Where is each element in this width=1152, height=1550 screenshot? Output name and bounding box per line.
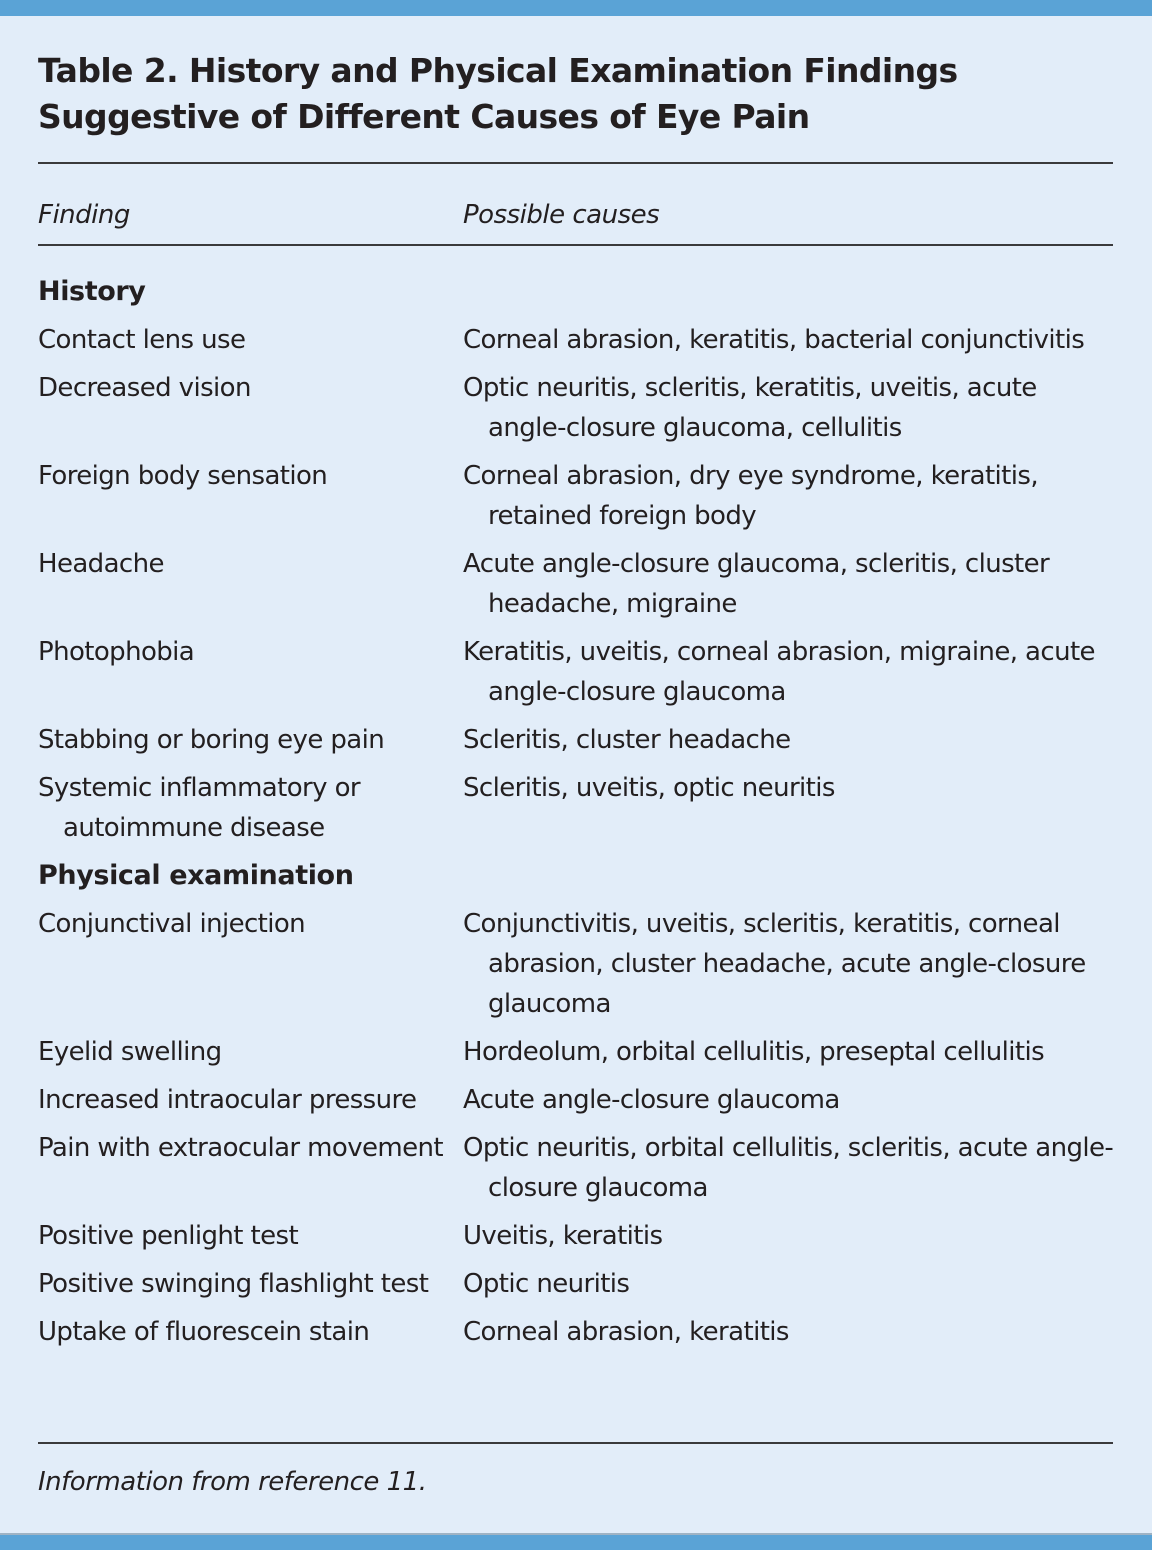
causes-cell: Keratitis, uveitis, corneal abrasion, migraine, acute angle-closure glaucoma bbox=[463, 637, 1095, 707]
causes-cell: Optic neuritis bbox=[463, 1269, 630, 1299]
section-heading-physical-examination: Physical examination bbox=[38, 860, 354, 891]
causes-cell: Scleritis, uveitis, optic neuritis bbox=[463, 773, 835, 803]
table-row bbox=[38, 544, 1118, 624]
finding-cell: Conjunctival injection bbox=[38, 909, 306, 939]
finding-cell: Systemic inflammatory or autoimmune disease bbox=[38, 773, 360, 843]
finding-cell: Uptake of fluorescein stain bbox=[38, 1317, 370, 1347]
causes-cell: Conjunctivitis, uveitis, scleritis, keratitis, corneal abrasion, cluster headache, acute angle-closure glaucoma bbox=[463, 909, 1086, 1019]
table-row bbox=[38, 456, 1118, 536]
column-header-finding: Finding bbox=[38, 200, 130, 230]
bottom-accent-bar bbox=[0, 1533, 1152, 1550]
finding-cell: Increased intraocular pressure bbox=[38, 1085, 417, 1115]
causes-cell: Corneal abrasion, keratitis bbox=[463, 1317, 789, 1347]
finding-cell: Headache bbox=[38, 549, 164, 579]
top-accent-bar bbox=[0, 0, 1152, 16]
finding-cell: Photophobia bbox=[38, 637, 195, 667]
causes-cell: Corneal abrasion, dry eye syndrome, keratitis, retained foreign body bbox=[463, 461, 1039, 531]
table-row bbox=[38, 1080, 1118, 1120]
finding-cell: Foreign body sensation bbox=[38, 461, 328, 491]
causes-cell: Uveitis, keratitis bbox=[463, 1221, 663, 1251]
table-row bbox=[38, 1128, 1118, 1208]
finding-cell: Eyelid swelling bbox=[38, 1037, 222, 1067]
title-divider bbox=[38, 162, 1113, 164]
finding-cell: Decreased vision bbox=[38, 373, 251, 403]
finding-cell: Pain with extraocular movement bbox=[38, 1133, 443, 1163]
causes-cell: Scleritis, cluster headache bbox=[463, 725, 791, 755]
table-row bbox=[38, 1216, 1118, 1256]
table-row bbox=[38, 368, 1118, 448]
causes-cell: Acute angle-closure glaucoma bbox=[463, 1085, 840, 1115]
table-row bbox=[38, 768, 1118, 848]
table-row bbox=[38, 1032, 1118, 1072]
section-heading-history: History bbox=[38, 276, 146, 307]
finding-cell: Positive penlight test bbox=[38, 1221, 299, 1251]
causes-cell: Corneal abrasion, keratitis, bacterial conjunctivitis bbox=[463, 325, 1085, 355]
table-title: Table 2. History and Physical Examination Findings Suggestive of Different Causes of Eye Pain bbox=[38, 51, 958, 136]
footnote: Information from reference 11. bbox=[38, 1467, 427, 1497]
table-row bbox=[38, 1312, 1118, 1352]
table-row bbox=[38, 904, 1118, 1024]
table-row bbox=[38, 1264, 1118, 1304]
table-body bbox=[38, 272, 1118, 1360]
table-row bbox=[38, 720, 1118, 760]
column-header-possible-causes: Possible causes bbox=[463, 200, 660, 230]
causes-cell: Hordeolum, orbital cellulitis, preseptal cellulitis bbox=[463, 1037, 1045, 1067]
causes-cell: Acute angle-closure glaucoma, scleritis, cluster headache, migraine bbox=[463, 549, 1050, 619]
header-divider bbox=[38, 244, 1113, 246]
table-bottom-divider bbox=[38, 1442, 1113, 1444]
table-row bbox=[38, 632, 1118, 712]
table-row bbox=[38, 320, 1118, 360]
causes-cell: Optic neuritis, scleritis, keratitis, uveitis, acute angle-closure glaucoma, cellulitis bbox=[463, 373, 1037, 443]
finding-cell: Positive swinging flashlight test bbox=[38, 1269, 429, 1299]
causes-cell: Optic neuritis, orbital cellulitis, scleritis, acute angle-closure glaucoma bbox=[463, 1133, 1114, 1203]
finding-cell: Stabbing or boring eye pain bbox=[38, 725, 385, 755]
finding-cell: Contact lens use bbox=[38, 325, 246, 355]
